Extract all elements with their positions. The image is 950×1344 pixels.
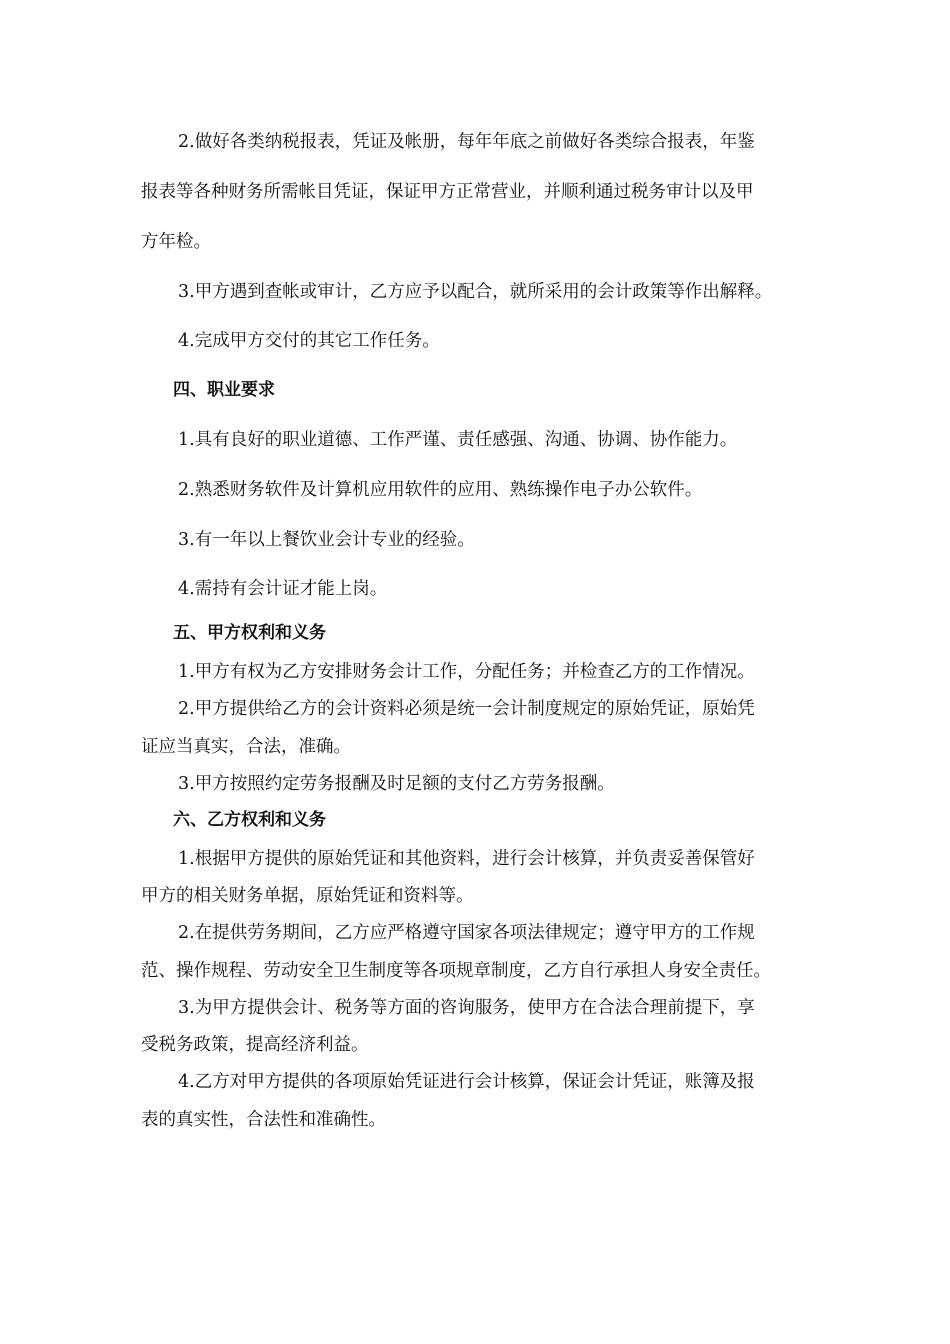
section6-item3-line1: 3.为甲方提供会计、税务等方面的咨询服务，使甲方在合法合理前提下，享 [178,998,755,1018]
section5-item2-line2: 证应当真实，合法，准确。 [141,737,351,757]
section3-item2-line1: 2.做好各类纳税报表，凭证及帐册，每年年底之前做好各类综合报表，年鉴 [178,132,755,152]
section6-item2-line2: 范、操作规程、劳动安全卫生制度等各项规章制度，乙方自行承担人身安全责任。 [141,961,771,981]
section5-item3: 3.甲方按照约定劳务报酬及时足额的支付乙方劳务报酬。 [178,774,615,794]
section5-item1: 1.甲方有权为乙方安排财务会计工作，分配任务；并检查乙方的工作情况。 [178,662,755,682]
section4-item2: 2.熟悉财务软件及计算机应用软件的应用、熟练操作电子办公软件。 [178,480,703,500]
section6-item4-line2: 表的真实性，合法性和准确性。 [141,1110,386,1130]
section4-item1: 1.具有良好的职业道德、工作严谨、责任感强、沟通、协调、协作能力。 [178,430,738,450]
section6-item2-line1: 2.在提供劳务期间，乙方应严格遵守国家各项法律规定；遵守甲方的工作规 [178,923,755,943]
section6-item4-line1: 4.乙方对甲方提供的各项原始凭证进行会计核算，保证会计凭证，账簿及报 [178,1072,755,1092]
section6-item1-line1: 1.根据甲方提供的原始凭证和其他资料，进行会计核算，并负责妥善保管好 [178,849,755,869]
section5-item2-line1: 2.甲方提供给乙方的会计资料必须是统一会计制度规定的原始凭证，原始凭 [178,699,755,719]
section3-item4: 4.完成甲方交付的其它工作任务。 [178,331,440,351]
section5-heading: 五、甲方权利和义务 [173,623,326,643]
section6-item3-line2: 受税务政策，提高经济利益。 [141,1035,369,1055]
section3-item2-line3: 方年检。 [141,232,211,252]
section3-item2-line2: 报表等各种财务所需帐目凭证，保证甲方正常营业，并顺利通过税务审计以及甲 [141,182,754,202]
section3-item3: 3.甲方遇到查帐或审计，乙方应予以配合，就所采用的会计政策等作出解释。 [178,282,773,302]
section4-item4: 4.需持有会计证才能上岗。 [178,579,388,599]
section4-item3: 3.有一年以上餐饮业会计专业的经验。 [178,530,475,550]
section6-heading: 六、乙方权利和义务 [173,810,326,830]
section4-heading: 四、职业要求 [173,380,275,400]
section6-item1-line2: 甲方的相关财务单据，原始凭证和资料等。 [141,886,474,906]
